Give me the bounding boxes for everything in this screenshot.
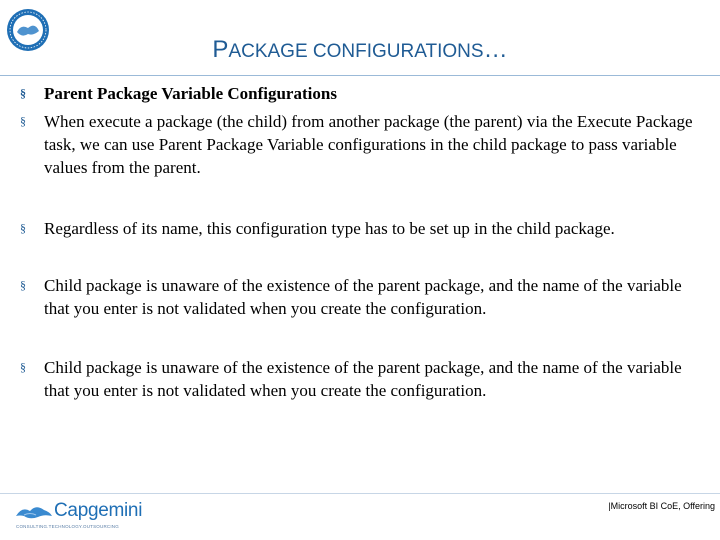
bullet-marker-icon: § (20, 221, 26, 235)
bullet-item (20, 274, 700, 320)
bullet-text: Child package is unaware of the existence of the parent package, and the name of the variable that you enter is not validated when you create the configuration. (44, 276, 682, 318)
title-rest: ACKAGE CONFIGURATIONS (228, 41, 484, 62)
bullet-text: Child package is unaware of the existence of the parent package, and the name of the variable that you enter is not validated when you create the configuration. (44, 358, 682, 400)
bullet-marker-icon: § (20, 114, 26, 128)
bullet-text: When execute a package (the child) from another package (the parent) via the Execute Package task, we can use Parent Package Variable configurations in the child package to pass variable values from the parent. (44, 112, 693, 177)
bullet-item (20, 82, 700, 105)
bullet-marker-icon: § (20, 86, 26, 100)
footer-label: |Microsoft BI CoE, Offering (608, 501, 715, 511)
brand-name: Capgemini (54, 500, 143, 521)
bullet-marker-icon: § (20, 278, 26, 292)
bullet-text: Parent Package Variable Configurations (44, 84, 337, 103)
brand-tagline: CONSULTING.TECHNOLOGY.OUTSOURCING (16, 524, 119, 529)
bullet-item (20, 356, 700, 402)
bullet-item (20, 217, 700, 240)
title-divider (0, 75, 720, 76)
footer-divider (0, 493, 720, 494)
title-ellipsis: … (483, 36, 508, 63)
slide-title (0, 36, 720, 64)
bullet-item (20, 110, 700, 179)
bullet-text: Regardless of its name, this configuration type has to be set up in the child package. (44, 219, 615, 238)
bullet-marker-icon: § (20, 360, 26, 374)
title-capital: P (212, 36, 229, 63)
spade-logo-icon (14, 502, 54, 522)
brand-logo (14, 500, 143, 532)
